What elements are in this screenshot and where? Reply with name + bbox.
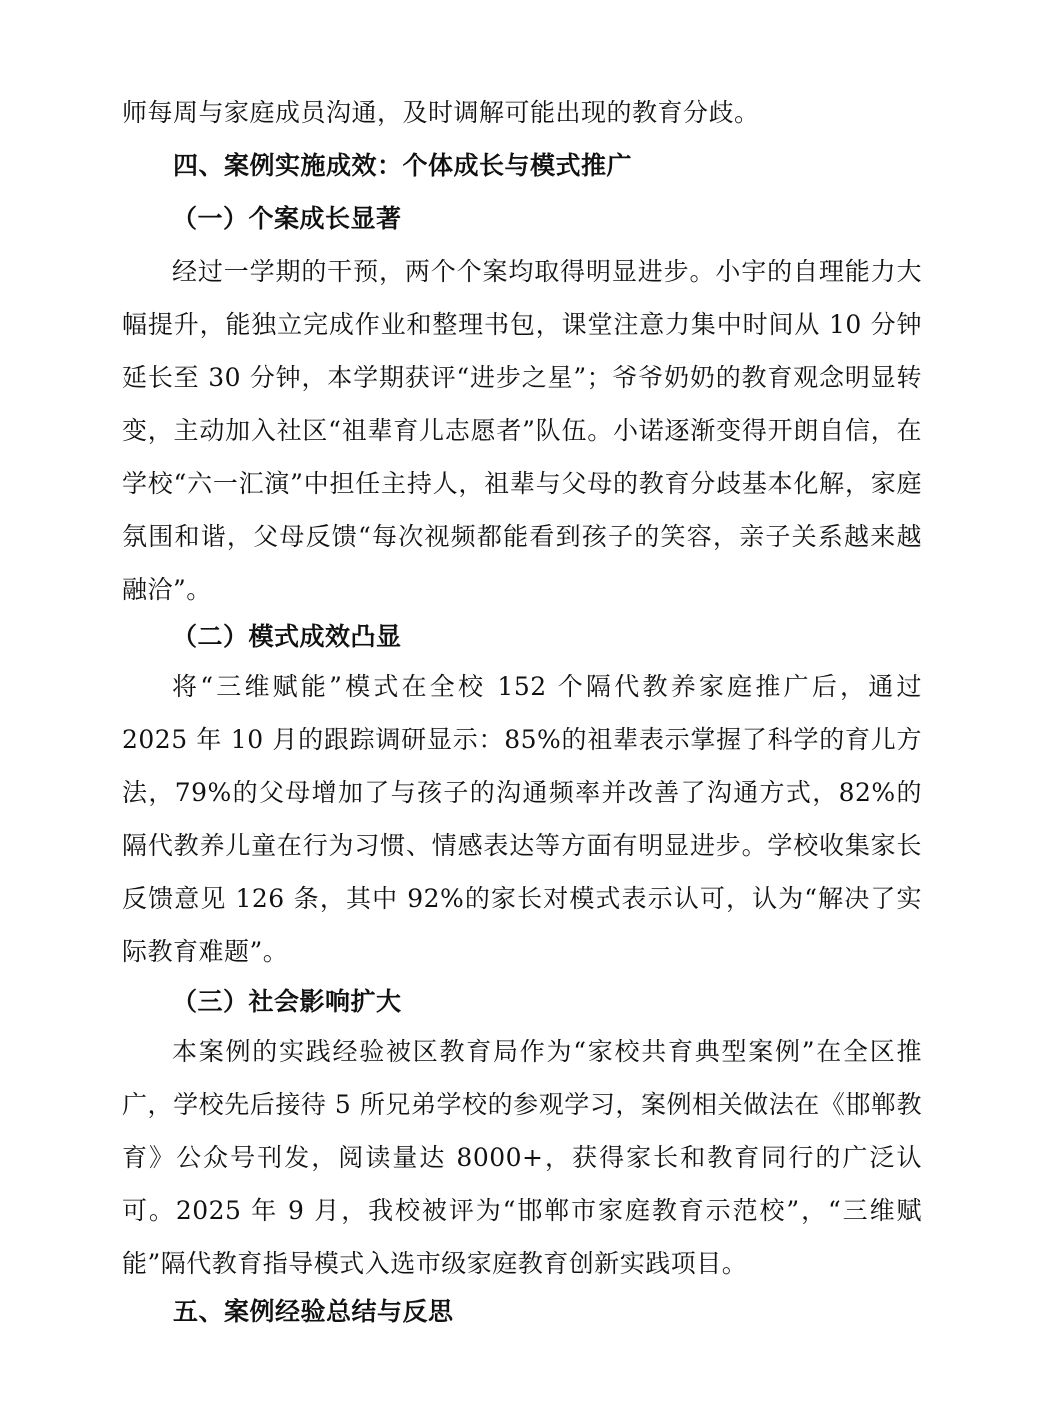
subsection-1-heading: （一）个案成长显著 <box>172 204 402 233</box>
subsection-3-paragraph: 本案例的实践经验被区教育局作为“家校共育典型案例”在全区推广，学校先后接待 5 所兄弟学校的参观学习，案例相关做法在《邯郸教育》公众号刊发，阅读量达 8000+，获得家长和教育同行的广泛认可。2025 年 9 月，我校被评为“邯郸市家庭教育示范校”，“三维赋能”隔代教育指导模式入选市级家庭教育创新实践项目。 <box>122 1037 922 1278</box>
subsection-2-paragraph: 将“三维赋能”模式在全校 152 个隔代教养家庭推广后，通过 2025 年 10 月的跟踪调研显示：85%的祖辈表示掌握了科学的育儿方法，79%的父母增加了与孩子的沟通频率并改善了沟通方式，82%的隔代教养儿童在行为习惯、情感表达等方面有明显进步。学校收集家长反馈意见 126 条，其中 92%的家长对模式表示认可，认为“解决了实际教育难题”。 <box>122 672 922 966</box>
intro-continuation-paragraph: 师每周与家庭成员沟通，及时调解可能出现的教育分歧。 <box>122 98 760 127</box>
subsection-1-paragraph: 经过一学期的干预，两个个案均取得明显进步。小宇的自理能力大幅提升，能独立完成作业和整理书包，课堂注意力集中时间从 10 分钟延长至 30 分钟，本学期获评“进步之星”；爷爷奶奶的教育观念明显转变，主动加入社区“祖辈育儿志愿者”队伍。小诺逐渐变得开朗自信，在学校“六一汇演”中担任主持人，祖辈与父母的教育分歧基本化解，家庭氛围和谐，父母反馈“每次视频都能看到孩子的笑容，亲子关系越来越融洽”。 <box>122 257 922 604</box>
subsection-2-heading: （二）模式成效凸显 <box>172 622 402 651</box>
section-4-heading: 四、案例实施成效：个体成长与模式推广 <box>173 151 633 180</box>
section-5-heading: 五、案例经验总结与反思 <box>173 1297 454 1326</box>
subsection-3-heading: （三）社会影响扩大 <box>172 987 402 1016</box>
